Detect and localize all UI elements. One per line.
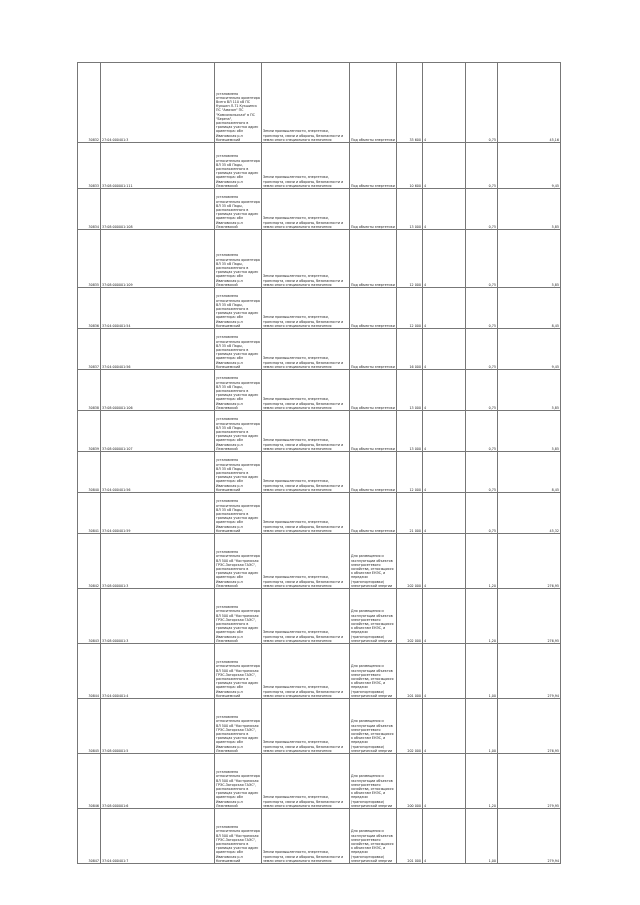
land-category-cell: Земли промышленности, энергетики, транспорта, связи и обороны, безопасности и земли иного специального назначения — [262, 189, 350, 230]
value-cell: 9,45 — [498, 143, 561, 189]
location-cell: установлено относительно ориентира Всего ВЛ 110 кВ ПС Кукшин Л-71 Кукшинск ПС "Амазон" ПС "Комсомольская" в ПС "Береза", расположенного в границах участка адрес ориентира: обл Ивановская р-н Кинешемский — [215, 63, 262, 143]
area-cell: 202 000 — [397, 589, 423, 644]
cadastral-number-cell: 27:04:000401:3 — [101, 63, 215, 143]
ratio-cell: 1,00 — [466, 809, 498, 864]
value-cell: 45,32 — [498, 493, 561, 534]
land-category-cell: Земли промышленности, энергетики, транспорта, связи и обороны, безопасности и земли иного специального назначения — [262, 63, 350, 143]
location-cell: установлено относительно ориентира ВЛ 500 кВ "Костромская ГРЭС-Загорская ГАЭС", расположенного в границах участка адрес ориентира: обл Ивановская р-н Лежневский — [215, 699, 262, 754]
permitted-use-cell: Под объекты энергетики — [350, 452, 397, 493]
ratio-cell: 0,75 — [466, 411, 498, 452]
land-category-cell: Земли промышленности, энергетики, транспорта, связи и обороны, безопасности и земли иного специального назначения — [262, 699, 350, 754]
table-row — [78, 534, 561, 589]
num-cell: 30835 — [78, 230, 101, 288]
location-cell: установлено относительно ориентира ВЛ 35 кВ Пады, расположенного в границах участка адрес ориентира: обл Ивановская р-н Кинешемский — [215, 493, 262, 534]
unit-cell: 4 — [423, 143, 466, 189]
num-cell: 30834 — [78, 189, 101, 230]
unit-cell: 4 — [423, 189, 466, 230]
unit-cell: 4 — [423, 644, 466, 699]
land-register-table — [77, 62, 561, 864]
land-category-cell: Земли промышленности, энергетики, транспорта, связи и обороны, безопасности и земли иного специального назначения — [262, 452, 350, 493]
area-cell: 10 600 — [397, 143, 423, 189]
permitted-use-cell: Под объекты энергетики — [350, 493, 397, 534]
area-cell: 202 000 — [397, 699, 423, 754]
num-cell: 30836 — [78, 288, 101, 329]
table-row — [78, 493, 561, 534]
num-cell: 30844 — [78, 644, 101, 699]
ratio-cell: 0,75 — [466, 63, 498, 143]
table-row — [78, 189, 561, 230]
ratio-cell: 0,75 — [466, 370, 498, 411]
num-cell: 30839 — [78, 411, 101, 452]
location-cell: установлено относительно ориентира ВЛ 35 кВ Пады, расположенного в границах участка адрес ориентира: обл Ивановская р-н Кинешемский — [215, 452, 262, 493]
ratio-cell: 0,75 — [466, 452, 498, 493]
cadastral-number-cell: 37:08:000001:109 — [101, 230, 215, 288]
ratio-cell: 0,75 — [466, 493, 498, 534]
area-cell: 202 000 — [397, 534, 423, 589]
unit-cell: 4 — [423, 230, 466, 288]
unit-cell: 4 — [423, 370, 466, 411]
num-cell: 30843 — [78, 589, 101, 644]
unit-cell: 4 — [423, 452, 466, 493]
land-category-cell: Земли промышленности, энергетики, транспорта, связи и обороны, безопасности и земли иного специального назначения — [262, 493, 350, 534]
unit-cell: 4 — [423, 329, 466, 370]
num-cell: 30838 — [78, 370, 101, 411]
num-cell: 30846 — [78, 754, 101, 809]
land-category-cell: Земли промышленности, энергетики, транспорта, связи и обороны, безопасности и земли иного специального назначения — [262, 288, 350, 329]
cadastral-number-cell: 37:08:000001:107 — [101, 411, 215, 452]
table-row — [78, 644, 561, 699]
num-cell: 30833 — [78, 143, 101, 189]
value-cell: 8,45 — [498, 288, 561, 329]
area-cell: 12 000 — [397, 288, 423, 329]
ratio-cell: 0,75 — [466, 189, 498, 230]
permitted-use-cell: Под объекты энергетики — [350, 189, 397, 230]
ratio-cell: 1,00 — [466, 644, 498, 699]
value-cell: 5,85 — [498, 411, 561, 452]
area-cell: 33 600 — [397, 63, 423, 143]
location-cell: установлено относительно ориентира ВЛ 35 кВ Пады, расположенного в границах участка адрес ориентира: обл Ивановская р-н Лежневский — [215, 230, 262, 288]
location-cell: установлено относительно ориентира ВЛ 35 кВ Пады, расположенного в границах участка адрес ориентира: обл Ивановская р-н Лежневский — [215, 411, 262, 452]
ratio-cell: 1,20 — [466, 754, 498, 809]
area-cell: 201 000 — [397, 644, 423, 699]
num-cell: 30845 — [78, 699, 101, 754]
permitted-use-cell: Под объекты энергетики — [350, 63, 397, 143]
unit-cell: 4 — [423, 809, 466, 864]
value-cell: 5,85 — [498, 189, 561, 230]
cadastral-number-cell: 37:04:000401:54 — [101, 288, 215, 329]
permitted-use-cell: Под объекты энергетики — [350, 370, 397, 411]
permitted-use-cell: Для размещения и эксплуатации объектов электросетевого хозяйства, относящихся к объектам ЕНЭС, и передачи (транспортировки) электрической энергии — [350, 534, 397, 589]
table-row — [78, 230, 561, 288]
table-row — [78, 699, 561, 754]
table-row — [78, 143, 561, 189]
ratio-cell: 1,20 — [466, 534, 498, 589]
location-cell: установлено относительно ориентира ВЛ 35 кВ Пады, расположенного в границах участка адрес ориентира: обл Ивановская р-н Лежневский — [215, 143, 262, 189]
value-cell: 8,45 — [498, 452, 561, 493]
unit-cell: 4 — [423, 493, 466, 534]
cadastral-number-cell: 37:04:000401:56 — [101, 452, 215, 493]
table-row — [78, 329, 561, 370]
table-row — [78, 370, 561, 411]
value-cell: 276,95 — [498, 534, 561, 589]
value-cell: 276,95 — [498, 699, 561, 754]
value-cell: 279,95 — [498, 754, 561, 809]
value-cell: 279,94 — [498, 809, 561, 864]
ratio-cell: 0,75 — [466, 143, 498, 189]
location-cell: установлено относительно ориентира ВЛ 500 кВ "Костромская ГРЭС-Загорская ГАЭС", расположенного в границах участка адрес ориентира: обл Ивановская р-н Кинешемский — [215, 644, 262, 699]
land-category-cell: Земли промышленности, энергетики, транспорта, связи и обороны, безопасности и земли иного специального назначения — [262, 230, 350, 288]
value-cell: 45,16 — [498, 63, 561, 143]
value-cell: 279,94 — [498, 644, 561, 699]
land-category-cell: Земли промышленности, энергетики, транспорта, связи и обороны, безопасности и земли иного специального назначения — [262, 644, 350, 699]
area-cell: 201 000 — [397, 809, 423, 864]
area-cell: 21 000 — [397, 493, 423, 534]
location-cell: установлено относительно ориентира ВЛ 500 кВ "Костромская ГРЭС-Загорская ГАЭС", расположенного в границах участка адрес ориентира: обл Ивановская р-н Лежневский — [215, 754, 262, 809]
area-cell: 12 000 — [397, 230, 423, 288]
land-category-cell: Земли промышленности, энергетики, транспорта, связи и обороны, безопасности и земли иного специального назначения — [262, 370, 350, 411]
area-cell: 16 000 — [397, 329, 423, 370]
ratio-cell: 0,75 — [466, 230, 498, 288]
location-cell: установлено относительно ориентира ВЛ 35 кВ Пады, расположенного в границах участка адрес ориентира: обл Ивановская р-н Лежневский — [215, 189, 262, 230]
unit-cell: 4 — [423, 411, 466, 452]
permitted-use-cell: Для размещения и эксплуатации объектов электросетевого хозяйства, относящихся к объектам ЕНЭС, и передачи (транспортировки) электрической энергии — [350, 754, 397, 809]
area-cell: 13 000 — [397, 189, 423, 230]
num-cell: 30837 — [78, 329, 101, 370]
location-cell: установлено относительно ориентира ВЛ 35 кВ Пады, расположенного в границах участка адрес ориентира: обл Ивановская р-н Кинешемский — [215, 329, 262, 370]
cadastral-number-cell: 37:04:000401:56 — [101, 329, 215, 370]
num-cell: 30840 — [78, 452, 101, 493]
area-cell: 200 000 — [397, 754, 423, 809]
permitted-use-cell: Под объекты энергетики — [350, 411, 397, 452]
ratio-cell: 0,75 — [466, 288, 498, 329]
ratio-cell: 0,75 — [466, 329, 498, 370]
unit-cell: 4 — [423, 699, 466, 754]
cadastral-number-cell: 37:08:000001:5 — [101, 699, 215, 754]
area-cell: 12 000 — [397, 452, 423, 493]
land-category-cell: Земли промышленности, энергетики, транспорта, связи и обороны, безопасности и земли иного специального назначения — [262, 754, 350, 809]
cadastral-number-cell: 37:04:000401:4 — [101, 644, 215, 699]
num-cell: 30832 — [78, 63, 101, 143]
permitted-use-cell: Под объекты энергетики — [350, 143, 397, 189]
permitted-use-cell: Для размещения и эксплуатации объектов электросетевого хозяйства, относящихся к объектам ЕНЭС, и передачи (транспортировки) электрической энергии — [350, 644, 397, 699]
table-row — [78, 288, 561, 329]
permitted-use-cell: Для размещения и эксплуатации объектов электросетевого хозяйства, относящихся к объектам ЕНЭС, и передачи (транспортировки) электрической энергии — [350, 809, 397, 864]
cadastral-number-cell: 37:08:000001:3 — [101, 534, 215, 589]
land-category-cell: Земли промышленности, энергетики, транспорта, связи и обороны, безопасности и земли иного специального назначения — [262, 143, 350, 189]
table-row — [78, 754, 561, 809]
area-cell: 13 000 — [397, 411, 423, 452]
cadastral-number-cell: 37:04:000401:7 — [101, 809, 215, 864]
table-row — [78, 63, 561, 143]
cadastral-number-cell: 37:08:000001:3 — [101, 589, 215, 644]
table-row — [78, 809, 561, 864]
permitted-use-cell: Под объекты энергетики — [350, 329, 397, 370]
value-cell: 5,85 — [498, 230, 561, 288]
cadastral-number-cell: 37:04:000401:59 — [101, 493, 215, 534]
cadastral-number-cell: 37:08:000001:111 — [101, 143, 215, 189]
unit-cell: 4 — [423, 534, 466, 589]
land-category-cell: Земли промышленности, энергетики, транспорта, связи и обороны, безопасности и земли иного специального назначения — [262, 534, 350, 589]
table-row — [78, 452, 561, 493]
area-cell: 13 000 — [397, 370, 423, 411]
cadastral-number-cell: 37:08:000001:106 — [101, 370, 215, 411]
unit-cell: 4 — [423, 754, 466, 809]
land-category-cell: Земли промышленности, энергетики, транспорта, связи и обороны, безопасности и земли иного специального назначения — [262, 411, 350, 452]
unit-cell: 4 — [423, 288, 466, 329]
value-cell: 9,45 — [498, 329, 561, 370]
unit-cell: 4 — [423, 63, 466, 143]
unit-cell: 4 — [423, 589, 466, 644]
ratio-cell: 1,00 — [466, 699, 498, 754]
table-row — [78, 411, 561, 452]
location-cell: установлено относительно ориентира ВЛ 500 кВ "Костромская ГРЭС-Загорская ГАЭС", расположенного в границах участка адрес ориентира: обл Ивановская р-н Лежневский — [215, 589, 262, 644]
permitted-use-cell: Под объекты энергетики — [350, 288, 397, 329]
cadastral-number-cell: 37:08:000001:108 — [101, 189, 215, 230]
permitted-use-cell: Под объекты энергетики — [350, 230, 397, 288]
land-category-cell: Земли промышленности, энергетики, транспорта, связи и обороны, безопасности и земли иного специального назначения — [262, 589, 350, 644]
value-cell: 276,95 — [498, 589, 561, 644]
location-cell: установлено относительно ориентира ВЛ 500 кВ "Костромская ГРЭС-Загорская ГАЭС", расположенного в границах участка адрес ориентира: обл Ивановская р-н Кинешемский — [215, 809, 262, 864]
permitted-use-cell: Для размещения и эксплуатации объектов электросетевого хозяйства, относящихся к объектам ЕНЭС, и передачи (транспортировки) электрической энергии — [350, 699, 397, 754]
permitted-use-cell: Для размещения и эксплуатации объектов электросетевого хозяйства, относящихся к объектам ЕНЭС, и передачи (транспортировки) электрической энергии — [350, 589, 397, 644]
num-cell: 30847 — [78, 809, 101, 864]
land-category-cell: Земли промышленности, энергетики, транспорта, связи и обороны, безопасности и земли иного специального назначения — [262, 329, 350, 370]
ratio-cell: 1,20 — [466, 589, 498, 644]
num-cell: 30841 — [78, 493, 101, 534]
land-category-cell: Земли промышленности, энергетики, транспорта, связи и обороны, безопасности и земли иного специального назначения — [262, 809, 350, 864]
num-cell: 30842 — [78, 534, 101, 589]
value-cell: 5,85 — [498, 370, 561, 411]
location-cell: установлено относительно ориентира ВЛ 35 кВ Пады, расположенного в границах участка адрес ориентира: обл Ивановская р-н Кинешемский — [215, 288, 262, 329]
cadastral-number-cell: 37:08:000001:6 — [101, 754, 215, 809]
location-cell: установлено относительно ориентира ВЛ 35 кВ Пады, расположенного в границах участка адрес ориентира: обл Ивановская р-н Лежневский — [215, 370, 262, 411]
location-cell: установлено относительно ориентира ВЛ 500 кВ "Костромская ГРЭС-Загорская ГАЭС", расположенного в границах участка адрес ориентира: обл Ивановская р-н Лежневский — [215, 534, 262, 589]
table-row — [78, 589, 561, 644]
